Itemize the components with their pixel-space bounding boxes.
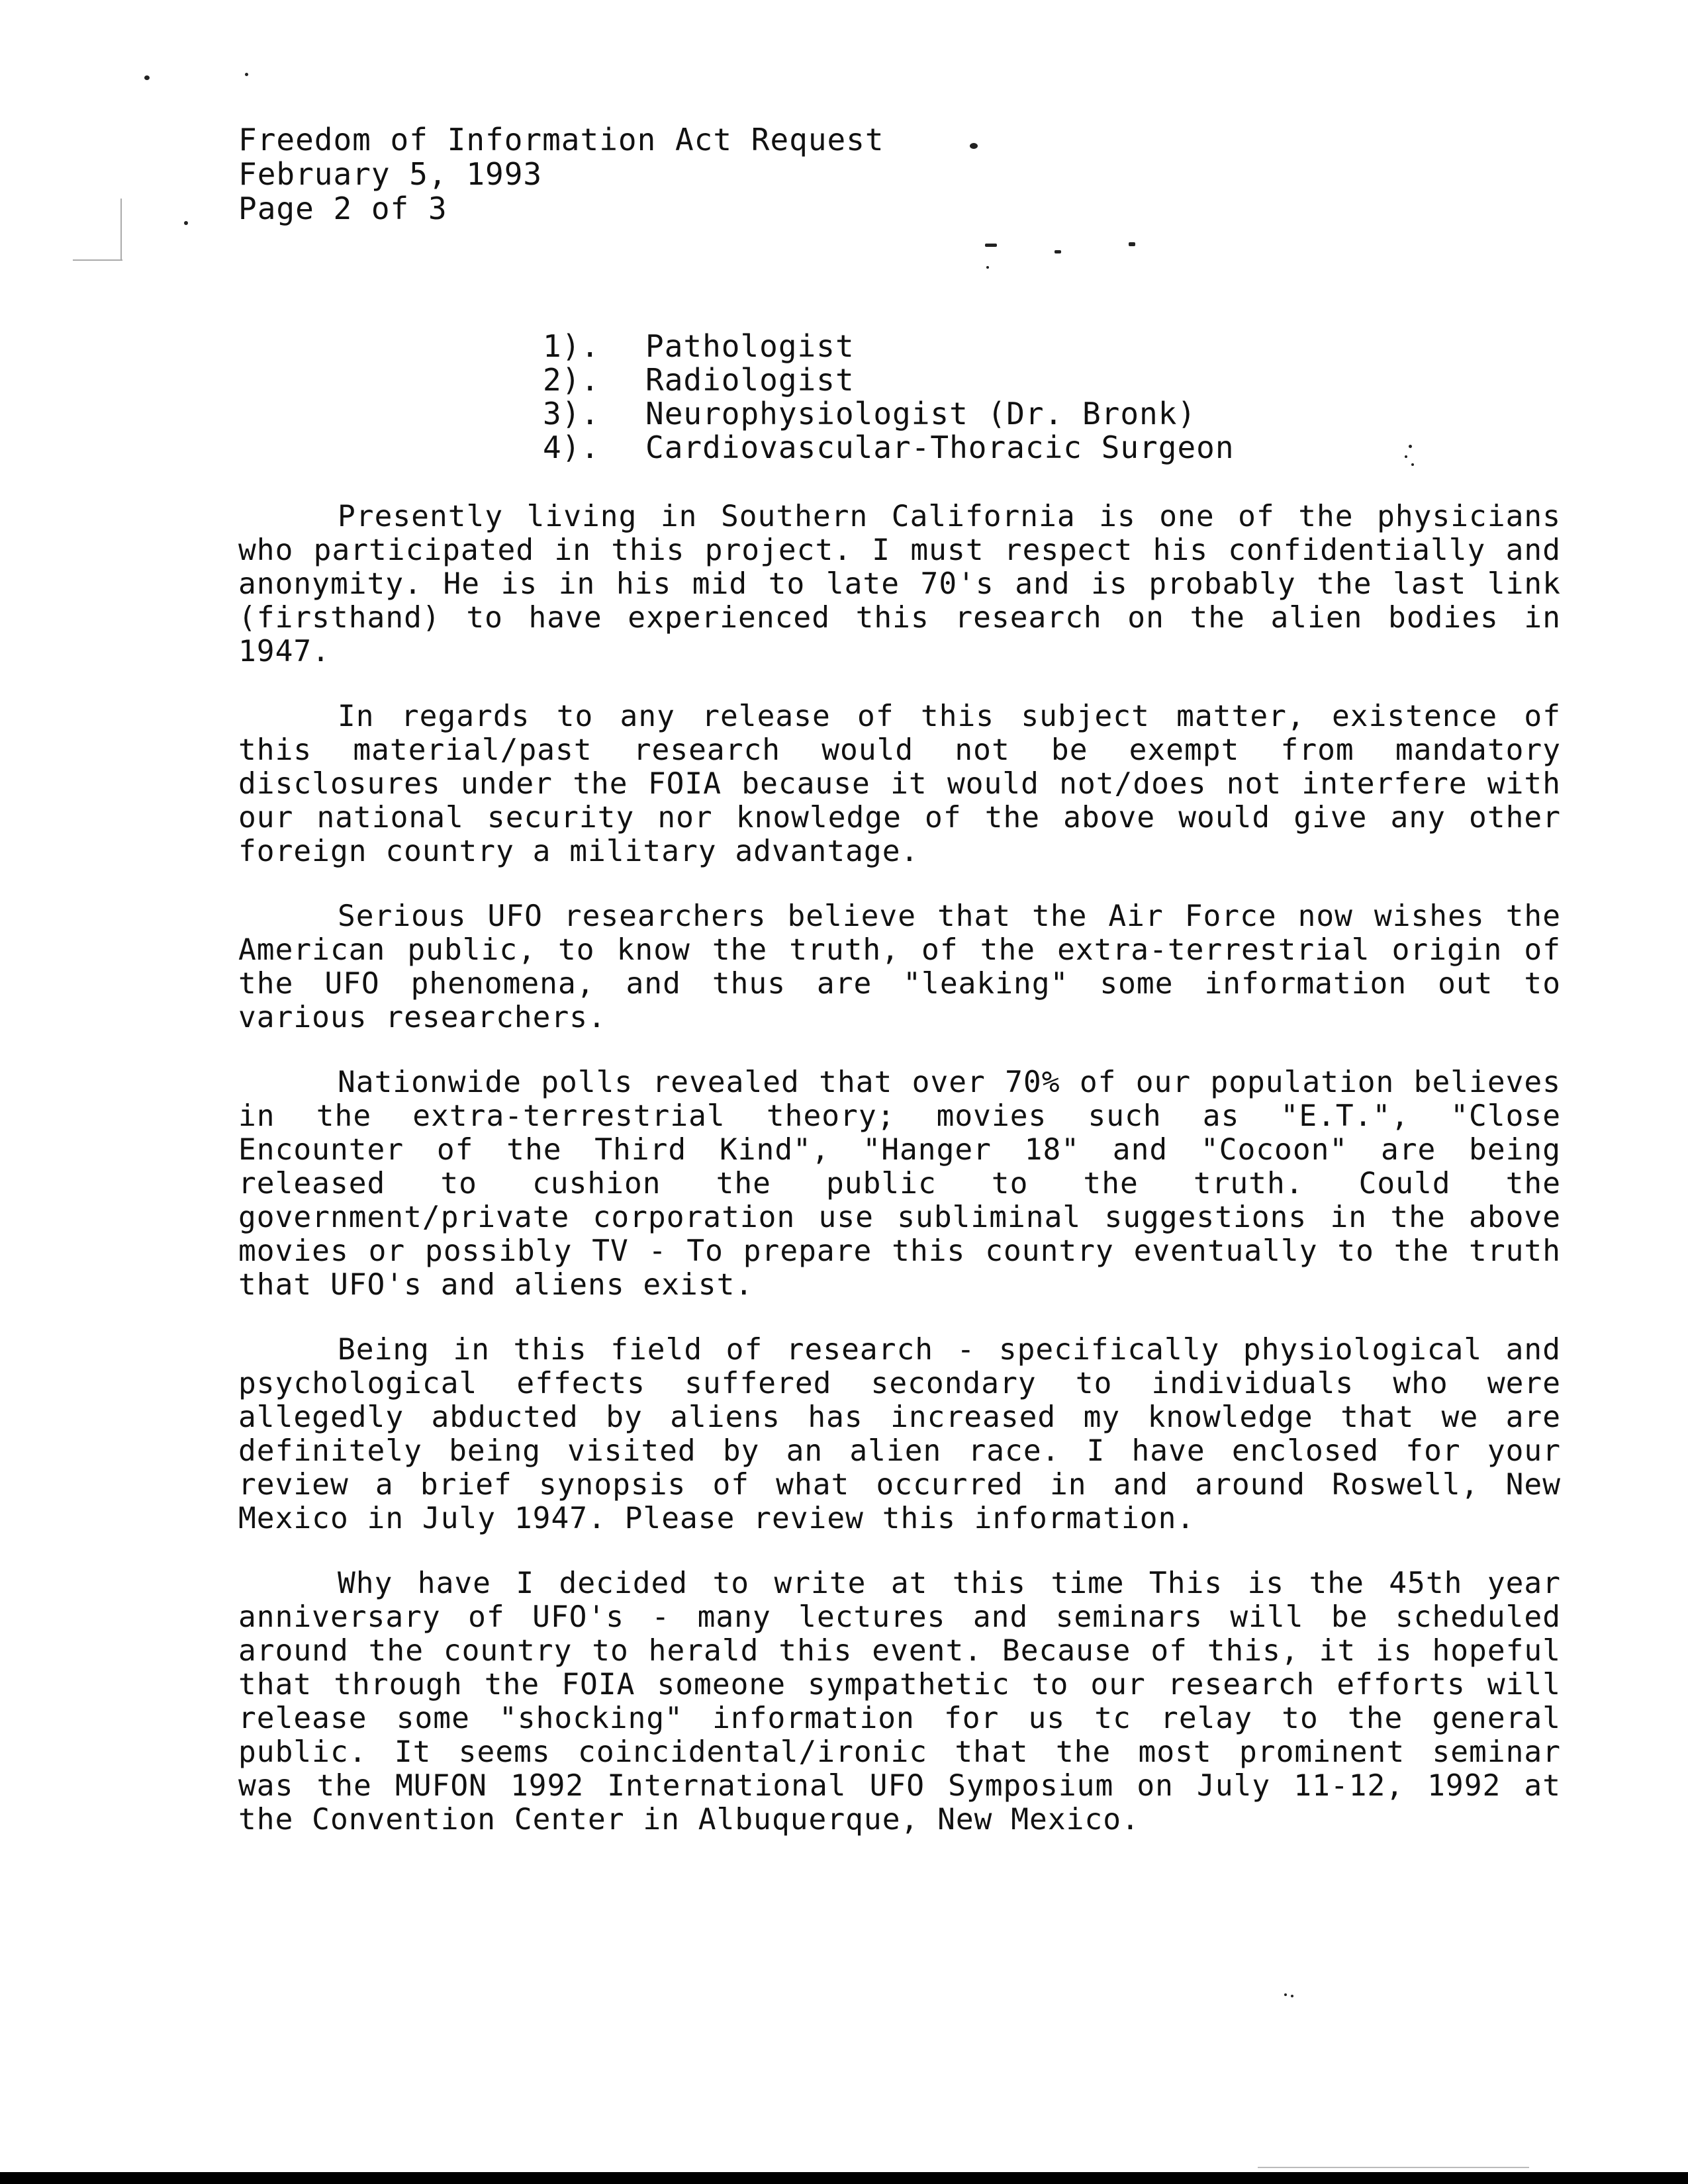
paragraph-research-field: Being in this field of research - specifically physiological and psychological effects suffered secondary to individuals who were allegedly abducted by aliens has increased my knowledge that we are definitely being visited by an alien race. I have enclosed for your review a brief synopsis of what occurred in and around Roswell, New Mexico in July 1947. Please review this information. xyxy=(238,1333,1561,1535)
list-item xyxy=(543,431,1235,465)
list-item-text: Neurophysiologist (Dr. Bronk) xyxy=(645,396,1197,432)
scan-speck xyxy=(1055,250,1061,253)
scan-speck xyxy=(985,244,997,247)
scan-speck xyxy=(1284,1993,1287,1996)
list-item-number: 1). xyxy=(543,328,600,364)
specialist-list xyxy=(543,330,1235,465)
list-item-number: 3). xyxy=(543,396,600,432)
scan-margin-mark xyxy=(73,259,122,261)
list-item-number: 4). xyxy=(543,430,600,465)
scan-speck xyxy=(1411,463,1414,466)
paragraph-anniversary: Why have I decided to write at this time This is the 45th year anniversary of UFO's - many lectures and seminars will be scheduled around the country to herald this event. Because of this, it is hopeful that through the FOIA someone sympathetic to our research efforts will release some "shocking" information for us tc relay to the general public. It seems coincidental/ironic that the most prominent seminar was the MUFON 1992 International UFO Symposium on July 11-12, 1992 at the Convention Center in Albuquerque, New Mexico. xyxy=(238,1567,1561,1837)
paragraph-release: In regards to any release of this subject matter, existence of this material/past research would not be exempt from mandatory disclosures under the FOIA because it would not/does not interfere with our national security nor knowledge of the above would give any other foreign country a military advantage. xyxy=(238,700,1561,868)
scan-speck xyxy=(245,73,248,76)
list-item xyxy=(543,363,1235,397)
header-title: Freedom of Information Act Request xyxy=(238,122,884,158)
scan-speck xyxy=(184,221,188,225)
list-item-number: 2). xyxy=(543,362,600,398)
scan-margin-mark xyxy=(120,199,122,259)
list-item-text: Pathologist xyxy=(645,328,855,364)
scan-speck xyxy=(1405,455,1407,458)
list-item-text: Radiologist xyxy=(645,362,855,398)
paragraph-air-force: Serious UFO researchers believe that the Air Force now wishes the American public, to know the truth, of the extra-terrestrial origin of the UFO phenomena, and thus are "leaking" some information out to various researchers. xyxy=(238,899,1561,1034)
list-item xyxy=(543,330,1235,363)
document-header xyxy=(238,122,884,226)
list-item-text: Cardiovascular-Thoracic Surgeon xyxy=(645,430,1235,465)
scan-speck xyxy=(1291,1995,1293,1997)
scan-speck xyxy=(144,75,150,80)
scan-bottom-edge xyxy=(0,2172,1688,2184)
scan-speck xyxy=(970,143,978,149)
paragraph-polls: Nationwide polls revealed that over 70% of our population believes in the extra-terrestrial theory; movies such as "E.T.", "Close Encounter of the Third Kind", "Hanger 18" and "Cocoon" are being released to cushion the public to the truth. Could the government/private corporation use subliminal suggestions in the above movies or possibly TV - To prepare this country eventually to the truth that UFO's and aliens exist. xyxy=(238,1066,1561,1302)
scan-speck xyxy=(1409,445,1412,448)
paragraph-physician: Presently living in Southern California is one of the physicians who participated in this project. I must respect his confidentially and anonymity. He is in his mid to late 70's and is probably the last link (firsthand) to have experienced this research on the alien bodies in 1947. xyxy=(238,500,1561,668)
scan-speck xyxy=(1129,242,1135,246)
header-date: February 5, 1993 xyxy=(238,156,543,192)
header-page-number: Page 2 of 3 xyxy=(238,191,447,226)
letter-body xyxy=(238,500,1561,1868)
scan-speck xyxy=(986,266,989,269)
scan-margin-mark xyxy=(1258,2167,1529,2168)
list-item xyxy=(543,397,1235,431)
